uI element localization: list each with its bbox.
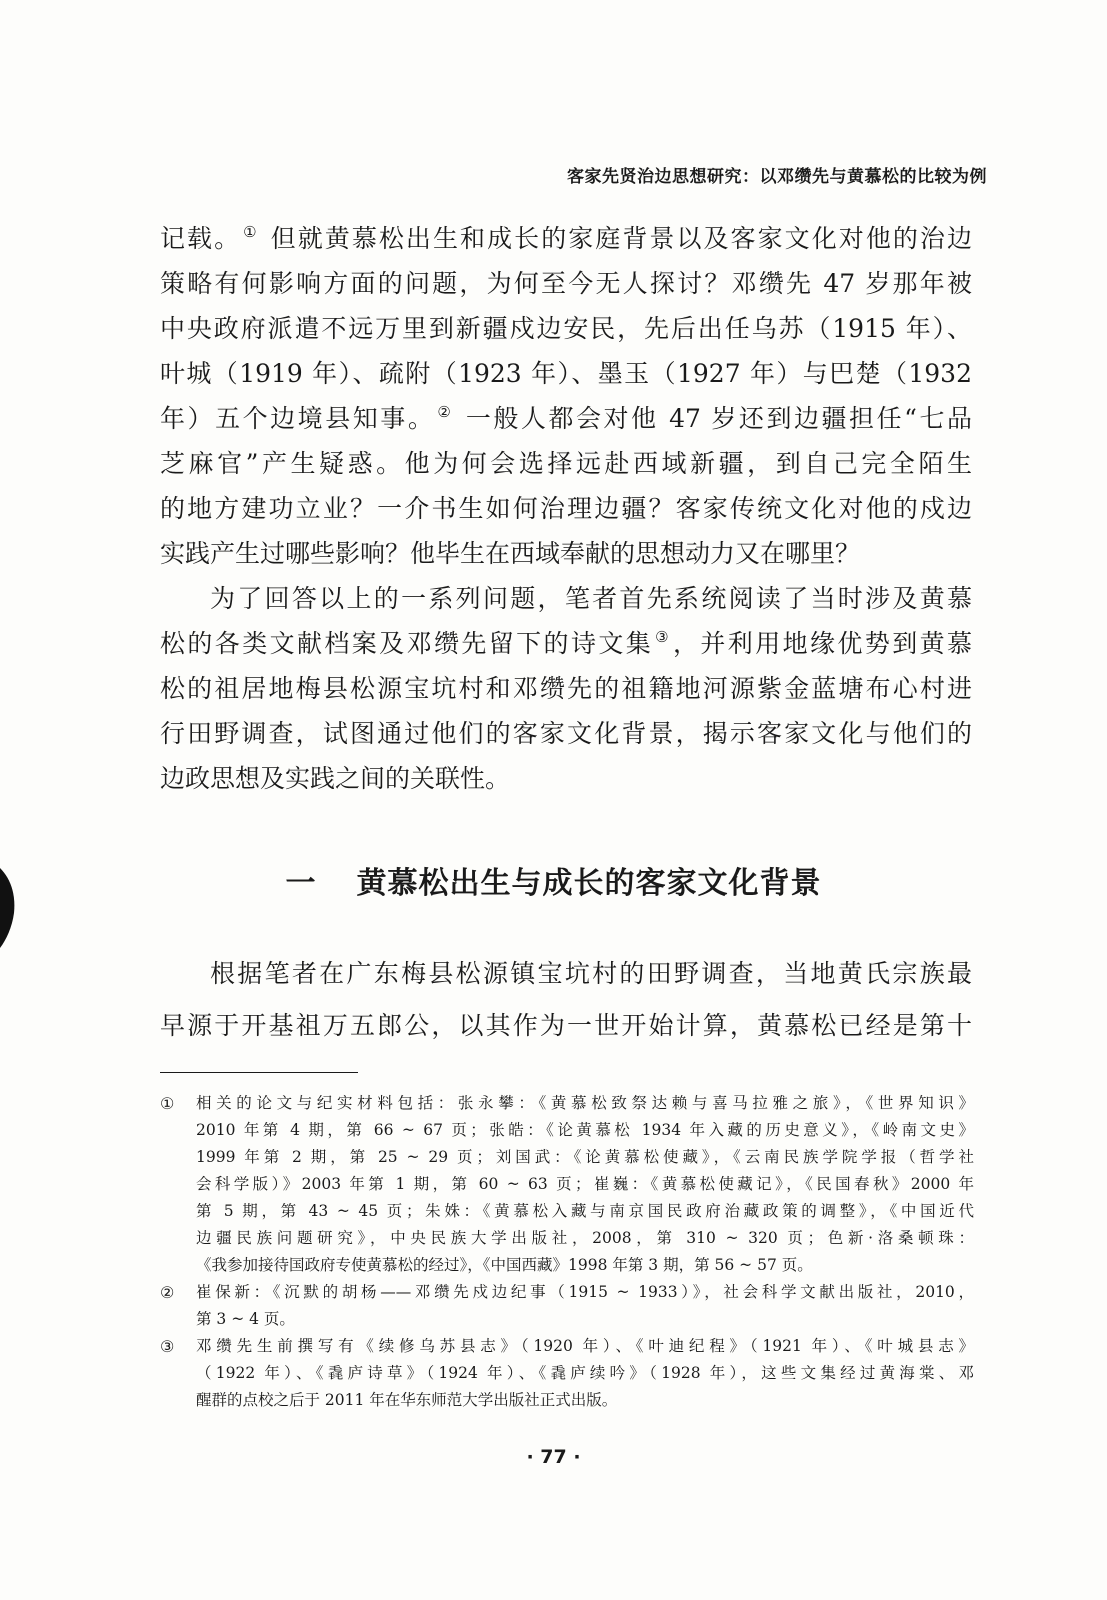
footnote-2	[160, 1279, 974, 1333]
footnote-line: （1922 年）、《毳庐诗草》（1924 年）、《毳庐续吟》（1928 年），这些文集经过黄海棠、邓	[196, 1364, 974, 1382]
body-paragraphs	[160, 216, 972, 801]
footnote-ref-1[interactable]: ①	[243, 223, 259, 241]
text-line: 行田野调查，试图通过他们的客家文化背景，揭示客家文化与他们的	[160, 719, 972, 748]
footnote-mark: ①	[160, 1094, 175, 1113]
page-number: · 77 ·	[526, 1446, 581, 1468]
running-head: 客家先贤治边思想研究：以邓缵先与黄慕松的比较为例	[567, 167, 987, 187]
text-line: 根据笔者在广东梅县松源镇宝坑村的田野调查，当地黄氏宗族最	[210, 959, 972, 988]
footnote-line: 第 3 ~ 4 页。	[196, 1310, 295, 1328]
paragraph-3	[160, 948, 972, 1052]
footnote-line: 醒群的点校之后于 2011 年在华东师范大学出版社正式出版。	[196, 1391, 618, 1409]
text-line: 芝麻官”产生疑惑。他为何会选择远赴西域新疆，到自己完全陌生	[160, 449, 972, 478]
section-number: 一	[285, 866, 317, 901]
section-title-text: 黄慕松出生与成长的客家文化背景	[356, 866, 822, 901]
footnote-line: 边疆民族问题研究》，中央民族大学出版社，2008，第 310 ~ 320 页；色新·洛桑顿珠：	[196, 1229, 974, 1247]
footnote-line: 邓缵先生前撰写有《续修乌苏县志》（1920 年）、《叶迪纪程》（1921 年）、《叶城县志》	[196, 1337, 974, 1355]
footnote-divider	[160, 1072, 358, 1073]
footnote-line: 相关的论文与纪实材料包括：张永攀：《黄慕松致祭达赖与喜马拉雅之旅》，《世界知识》	[196, 1094, 974, 1112]
footnotes	[160, 1090, 974, 1414]
text-line: 松的祖居地梅县松源宝坑村和邓缵先的祖籍地河源紫金蓝塘布心村进	[160, 674, 972, 703]
footnote-line: 会科学版）》2003 年第 1 期，第 60 ~ 63 页；崔巍：《黄慕松使藏记》，《民国春秋》2000 年	[196, 1175, 974, 1193]
footnote-mark: ②	[160, 1283, 175, 1302]
footnote-line: 第 5 期，第 43 ~ 45 页；朱姝：《黄慕松入藏与南京国民政府治藏政策的调整》，《中国近代	[196, 1202, 974, 1220]
footnote-line: 2010 年第 4 期，第 66 ~ 67 页；张皓：《论黄慕松 1934 年入藏的历史意义》，《岭南文史》	[196, 1121, 974, 1139]
text-line: 实践产生过哪些影响？他毕生在西域奉献的思想动力又在哪里？	[160, 539, 861, 568]
text-line: 早源于开基祖万五郎公，以其作为一世开始计算，黄慕松已经是第十	[160, 1011, 972, 1040]
text-line: 中央政府派遣不远万里到新疆戍边安民，先后出任乌苏（1915 年）、	[160, 314, 972, 343]
text-line: 松的各类文献档案及邓缵先留下的诗文集 ③，并利用地缘优势到黄慕	[160, 628, 972, 658]
footnote-line: 《我参加接待国政府专使黄慕松的经过》，《中国西藏》1998 年第 3 期，第 56 ~ 57 页。	[196, 1256, 813, 1274]
text-line: 的地方建功立业？一介书生如何治理边疆？客家传统文化对他的戍边	[160, 494, 972, 523]
section-heading	[0, 858, 1107, 902]
footnote-mark: ③	[160, 1337, 175, 1356]
paragraph-1	[160, 216, 972, 576]
footnote-1	[160, 1090, 974, 1279]
footnote-3	[160, 1333, 974, 1414]
text-line: 记载。 ① 但就黄慕松出生和成长的家庭背景以及客家文化对他的治边	[160, 223, 972, 253]
footnote-line: 崔保新：《沉默的胡杨——邓缵先戍边纪事（1915 ~ 1933）》，社会科学文献出版社，2010，	[196, 1283, 974, 1301]
text-line: 年）五个边境县知事。 ② 一般人都会对他 47 岁还到边疆担任“七品	[160, 403, 972, 433]
text-line: 为了回答以上的一系列问题，笔者首先系统阅读了当时涉及黄慕	[210, 584, 972, 613]
text-line: 策略有何影响方面的问题，为何至今无人探讨？邓缵先 47 岁那年被	[160, 269, 972, 298]
text-line: 叶城（1919 年）、疏附（1923 年）、墨玉（1927 年）与巴楚（1932	[160, 359, 972, 388]
footnote-line: 1999 年第 2 期，第 25 ~ 29 页；刘国武：《论黄慕松使藏》，《云南民族学院学报（哲学社	[196, 1148, 974, 1166]
paragraph-2	[160, 576, 972, 801]
text-line: 边政思想及实践之间的关联性。	[160, 764, 511, 793]
footnote-ref-3[interactable]: ③	[655, 628, 672, 646]
footnote-ref-2[interactable]: ②	[437, 403, 454, 421]
